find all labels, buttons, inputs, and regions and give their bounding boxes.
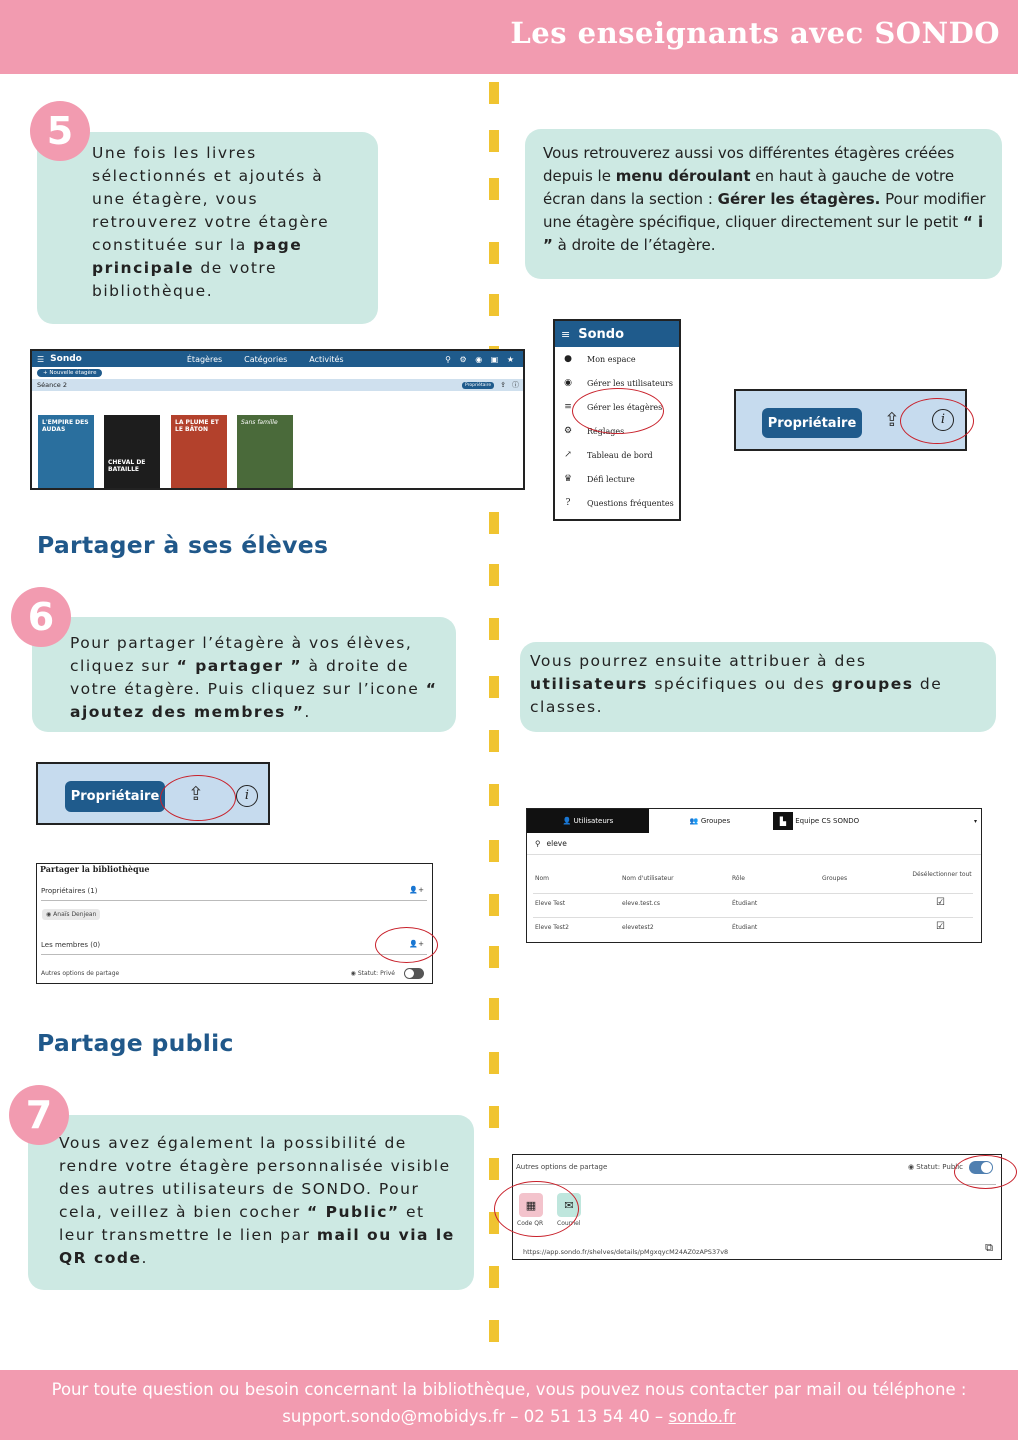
right-top-card xyxy=(525,129,1002,279)
row-checkbox[interactable]: ☑ xyxy=(936,921,945,932)
footer-link[interactable]: sondo.fr xyxy=(668,1407,736,1426)
col-header: Nom d'utilisateur xyxy=(622,875,674,882)
col-header-deselect[interactable]: Désélectionner tout xyxy=(912,871,972,878)
page-title: Les enseignants avec SONDO xyxy=(510,16,1000,50)
step6-number: 6 xyxy=(11,587,71,647)
step5-text: Une fois les livres sélectionnés et ajoutés à une étagère, vous retrouverez votre étagère constituée sur la page principale de votre bibliothèque. xyxy=(92,144,330,300)
section-share-title: Partager à ses élèves xyxy=(37,531,329,559)
share-icon[interactable]: ⇪ xyxy=(884,409,900,431)
highlight-ellipse xyxy=(572,388,664,434)
sondo-logo: Sondo xyxy=(578,326,625,342)
trophy-icon: ♛ xyxy=(563,474,573,484)
menu-item-faq[interactable]: ? Questions fréquentes xyxy=(555,491,679,515)
highlight-ellipse xyxy=(160,775,236,821)
chart-icon: ↗ xyxy=(564,450,572,460)
share-panel xyxy=(36,863,433,984)
users-icon: ◉ xyxy=(564,378,572,388)
highlight-ellipse xyxy=(375,927,438,963)
owners-label: Propriétaires (1) xyxy=(41,887,98,895)
book-cover[interactable]: LA PLUME ET LE BÂTON xyxy=(171,415,227,489)
right-mid-text: Vous pourrez ensuite attribuer à des utilisateurs spécifiques ou des groupes de classes. xyxy=(530,652,943,716)
shelf-row xyxy=(32,379,523,391)
share-icon[interactable]: ⇪ xyxy=(500,381,506,389)
qr-code-icon[interactable]: ▦ xyxy=(519,1193,543,1217)
step5-card xyxy=(37,132,378,324)
step6-text: Pour partager l’étagère à vos élèves, cliquez sur “ partager ” à droite de votre étagère. Puis cliquez sur l’icone “ ajoutez des membres ”. xyxy=(70,634,438,721)
copy-icon[interactable]: ⧉ xyxy=(985,1241,993,1254)
share-icon[interactable]: ⇪ xyxy=(188,783,204,805)
step6-card xyxy=(32,617,456,732)
page-footer xyxy=(0,1370,1018,1440)
nav-activites[interactable]: Activités xyxy=(309,354,344,364)
menu-toggle-icon[interactable]: ≡ xyxy=(561,327,571,341)
menu-item-reglages[interactable]: ⚙ Réglages xyxy=(555,419,679,443)
col-header: Nom xyxy=(535,875,550,882)
status-label: ◉ Statut: Public xyxy=(907,1163,963,1171)
status-toggle[interactable] xyxy=(404,968,424,979)
other-options-label: Autres options de partage xyxy=(41,970,120,977)
shelf-screenshot xyxy=(30,349,525,490)
shelf-name[interactable]: Séance 2 xyxy=(37,381,68,389)
new-shelf-button[interactable]: + Nouvelle étagère xyxy=(37,369,102,377)
mail-label: Courriel xyxy=(557,1220,581,1227)
search-input[interactable]: eleve xyxy=(546,839,567,848)
gear-icon: ⚙ xyxy=(563,426,573,436)
share-link[interactable]: https://app.sondo.fr/shelves/details/pMgxqycM24AZ0zAPS37v8 xyxy=(523,1248,729,1256)
highlight-ellipse xyxy=(900,398,974,444)
footer-line1: Pour toute question ou besoin concernant la bibliothèque, vous pouvez nous contacter par mail ou téléphone : xyxy=(51,1380,967,1399)
owner-chip: ◉ Anaïs Denjean xyxy=(42,909,100,920)
table-cell: Eleve Test xyxy=(535,900,566,907)
menu-item-gerer-utilisateurs[interactable]: ◉ Gérer les utilisateurs xyxy=(555,371,679,395)
menu-item-tableau-bord[interactable]: ↗ Tableau de bord xyxy=(555,443,679,467)
nav-etageres[interactable]: Étagères xyxy=(186,354,223,364)
navbar-icons[interactable]: ⚲ ⚙ ◉ ▣ ★ xyxy=(445,354,517,364)
menu-header xyxy=(555,321,679,347)
users-table-screenshot xyxy=(526,808,982,943)
other-options-label: Autres options de partage xyxy=(516,1163,608,1171)
menu-item-defi-lecture[interactable]: ♛ Défi lecture xyxy=(555,467,679,491)
share-panel-title: Partager la bibliothèque xyxy=(40,864,150,874)
info-icon[interactable]: ⓘ xyxy=(512,381,519,389)
highlight-ellipse xyxy=(494,1181,579,1237)
col-header: Groupes xyxy=(822,875,848,882)
step5-number: 5 xyxy=(30,101,90,161)
page-header xyxy=(0,0,1018,74)
col-header: Rôle xyxy=(732,875,745,882)
nav-categories[interactable]: Catégories xyxy=(244,354,288,364)
org-selector[interactable]: ▙ Equipe CS SONDO xyxy=(773,812,859,830)
table-cell: Eleve Test2 xyxy=(535,924,569,931)
book-cover[interactable]: Sans famille xyxy=(237,415,293,489)
list-icon: ≡ xyxy=(564,402,572,412)
add-owner-icon[interactable]: 👤+ xyxy=(409,886,424,894)
menu-item-mon-espace[interactable]: ● Mon espace xyxy=(555,347,679,371)
table-cell: eleve.test.cs xyxy=(622,900,661,907)
right-mid-card xyxy=(520,642,996,732)
row-checkbox[interactable]: ☑ xyxy=(936,897,945,908)
building-icon: ▙ xyxy=(773,812,793,830)
members-label: Les membres (0) xyxy=(41,941,101,949)
menu-item-gerer-etageres[interactable]: ≡ Gérer les étagères xyxy=(555,395,679,419)
info-icon[interactable]: i xyxy=(932,409,954,431)
table-cell: elevetest2 xyxy=(622,924,654,931)
footer-contact: support.sondo@mobidys.fr – 02 51 13 54 40 – sondo.fr xyxy=(282,1407,736,1426)
tab-users[interactable]: 👤 Utilisateurs xyxy=(527,809,649,833)
sondo-logo: Sondo xyxy=(50,354,82,364)
book-cover[interactable]: L'EMPIRE DES AUDAS xyxy=(38,415,94,489)
step7-number: 7 xyxy=(9,1085,69,1145)
status-label: ◉ Statut: Privé xyxy=(350,970,395,977)
search-row[interactable] xyxy=(527,833,981,855)
add-member-icon[interactable]: 👤+ xyxy=(409,940,424,948)
highlight-ellipse xyxy=(954,1155,1017,1189)
table-cell: Étudiant xyxy=(732,924,758,931)
mail-icon[interactable]: ✉ xyxy=(557,1193,581,1217)
user-icon: ● xyxy=(564,354,572,364)
step7-text: Vous avez également la possibilité de rendre votre étagère personnalisée visible des autres utilisateurs de SONDO. Pour cela, veillez à bien cocher “ Public” et leur transmettre le lien par mail ou via le QR code. xyxy=(59,1134,455,1267)
question-icon: ? xyxy=(565,498,571,508)
step7-card xyxy=(28,1115,474,1290)
menu-icon[interactable]: ☰ xyxy=(37,354,45,364)
book-cover[interactable]: CHEVAL DE BATAILLE xyxy=(104,415,160,489)
table-cell: Étudiant xyxy=(732,900,758,907)
qr-code-label: Code QR xyxy=(517,1220,544,1227)
info-icon[interactable]: i xyxy=(236,785,258,807)
public-share-panel xyxy=(512,1154,1002,1260)
app-navbar xyxy=(32,351,523,367)
section-public-title: Partage public xyxy=(37,1029,234,1057)
owner-button[interactable]: Propriétaire xyxy=(762,408,862,438)
tab-groups[interactable]: 👥 Groupes xyxy=(689,817,731,825)
owner-badge: Propriétaire xyxy=(462,382,494,389)
owner-button[interactable]: Propriétaire xyxy=(65,781,165,812)
search-icon: ⚲ xyxy=(535,839,541,848)
tab-bar: 👤 Utilisateurs 👥 Groupes ▙ Equipe CS SONDO ▾ xyxy=(527,809,981,833)
right-top-text: Vous retrouverez aussi vos différentes étagères créées depuis le menu déroulant en haut à gauche de votre écran dans la section : Gérer les étagères. Pour modifier une étagère spécifique, cliquer directement sur le petit “ i ” à droite de l’étagère. xyxy=(543,144,986,254)
